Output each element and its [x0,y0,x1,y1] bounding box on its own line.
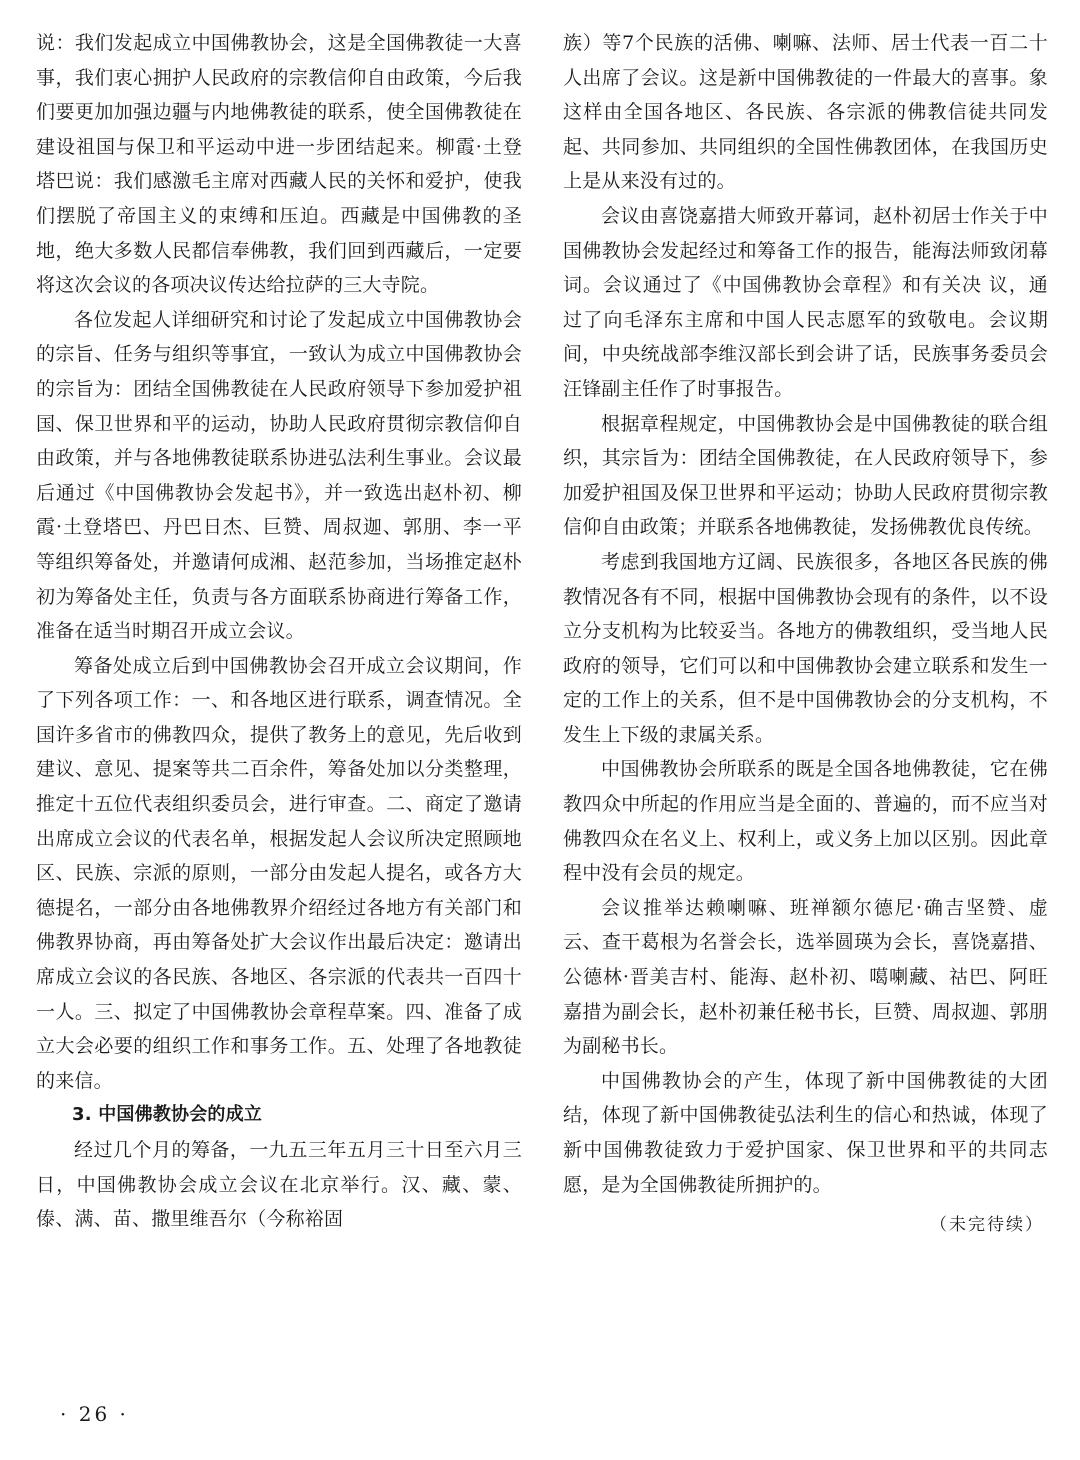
paragraph: 中国佛教协会所联系的既是全国各地佛教徒，它在佛教四众中所起的作用应当是全面的、普遍的，而不应当对佛教四众在名义上、权利上，或义务上加以区别。因此章程中没有会员的规定。 [563,758,1048,885]
paragraph: 会议由喜饶嘉措大师致开幕词，赵朴初居士作关于中国佛教协会发起经过和筹备工作的报告，能海法师致闭幕词。会议通过了《中国佛教协会章程》和有关决 议，通过了向毛泽东主席和中国人民志愿军的致敬电。会议期间，中央统战部李维汉部长到会讲了话，民族事务委员会汪锋副主任作了时事报告。 [563,204,1048,400]
paragraph: 族）等7个民族的活佛、喇嘛、法师、居士代表一百二十人出席了会议。这是新中国佛教徒的一件最大的喜事。象这样由全国各地区、各民族、各宗派的佛教信徒共同发起、共同参加、共同组织的全国性佛教团体，在我国历史上是从来没有过的。 [563,32,1048,193]
paragraph: 各位发起人详细研究和讨论了发起成立中国佛教协会的宗旨、任务与组织等事宜，一致认为成立中国佛教协会的宗旨为：团结全国佛教徒在人民政府领导下参加爱护祖国、保卫世界和平的运动，协助人民政府贯彻宗教信仰自由政策，并与各地佛教徒联系协进弘法利生事业。会议最后通过《中国佛教协会发起书》，并一致选出赵朴初、柳霞·土登塔巴、丹巴日杰、巨赞、周叔迦、郭朋、李一平等组织筹备处，并邀请何成湘、赵范参加，当场推定赵朴初为筹备处主任，负责与各方面联系协商进行筹备工作，准备在适当时期召开成立会议。 [36,308,522,643]
paragraph: 中国佛教协会的产生，体现了新中国佛教徒的大团结，体现了新中国佛教徒弘法利生的信心和热诚，体现了新中国佛教徒致力于爱护国家、保卫世界和平的共同志愿，是为全国佛教徒所拥护的。 [563,1069,1048,1196]
paragraph: 经过几个月的筹备，一九五三年五月三十日至六月三日，中国佛教协会成立会议在北京举行。汉、藏、蒙、傣、满、苗、撒里维吾尔（今称裕固 [36,1139,522,1231]
left-column [36,26,522,1237]
paragraph: 说：我们发起成立中国佛教协会，这是全国佛教徒一大喜事，我们衷心拥护人民政府的宗教信仰自由政策，今后我们要更加加强边疆与内地佛教徒的联系，使全国佛教徒在建设祖国与保卫和平运动中进一步团结起来。柳霞·土登塔巴说：我们感激毛主席对西藏人民的关怀和爱护，使我们摆脱了帝国主义的束缚和压迫。西藏是中国佛教的圣地，绝大多数人民都信奉佛教，我们回到西藏后，一定要将这次会议的各项决议传达给拉萨的三大寺院。 [36,32,522,297]
page-number: · 26 · [60,1402,129,1426]
paragraph: 考虑到我国地方辽阔、民族很多，各地区各民族的佛教情况各有不同，根据中国佛教协会现有的条件，以不设立分支机构为比较妥当。各地方的佛教组织，受当地人民政府的领导，它们可以和中国佛教协会建立联系和发生一定的工作上的关系，但不是中国佛教协会的分支机构，不发生上下级的隶属关系。 [563,550,1048,746]
right-column [563,26,1048,1243]
to-be-continued-note: （未完待续） [930,1215,1044,1236]
paragraph: 筹备处成立后到中国佛教协会召开成立会议期间，作了下列各项工作：一、和各地区进行联系，调查情况。全国许多省市的佛教四众，提供了教务上的意见，先后收到建议、意见、提案等共二百余件，筹备处加以分类整理，推定十五位代表组织委员会，进行审查。二、商定了邀请出席成立会议的代表名单，根据发起人会议所决定照顾地区、民族、宗派的原则，一部分由发起人提名，或各方大德提名，一部分由各地佛教界介绍经过各地方有关部门和佛教界协商，再由筹备处扩大会议作出最后决定：邀请出席成立会议的各民族、各地区、各宗派的代表共一百四十一人。三、拟定了中国佛教协会章程草案。四、准备了成立大会必要的组织工作和事务工作。五、处理了各地教徒的来信。 [36,654,522,1092]
section-heading: 3. 中国佛教协会的成立 [72,1104,263,1126]
paragraph: 根据章程规定，中国佛教协会是中国佛教徒的联合组织，其宗旨为：团结全国佛教徒，在人民政府领导下，参加爱护祖国及保卫世界和平运动；协助人民政府贯彻宗教信仰自由政策；并联系各地佛教徒，发扬佛教优良传统。 [563,412,1048,539]
paragraph: 会议推举达赖喇嘛、班禅额尔德尼·确吉坚赞、虚云、查干葛根为名誉会长，选举圆瑛为会长，喜饶嘉措、公德林·晋美吉村、能海、赵朴初、噶喇藏、祜巴、阿旺嘉措为副会长，赵朴初兼任秘书长，巨赞、周叔迦、郭朋为副秘书长。 [563,896,1048,1058]
